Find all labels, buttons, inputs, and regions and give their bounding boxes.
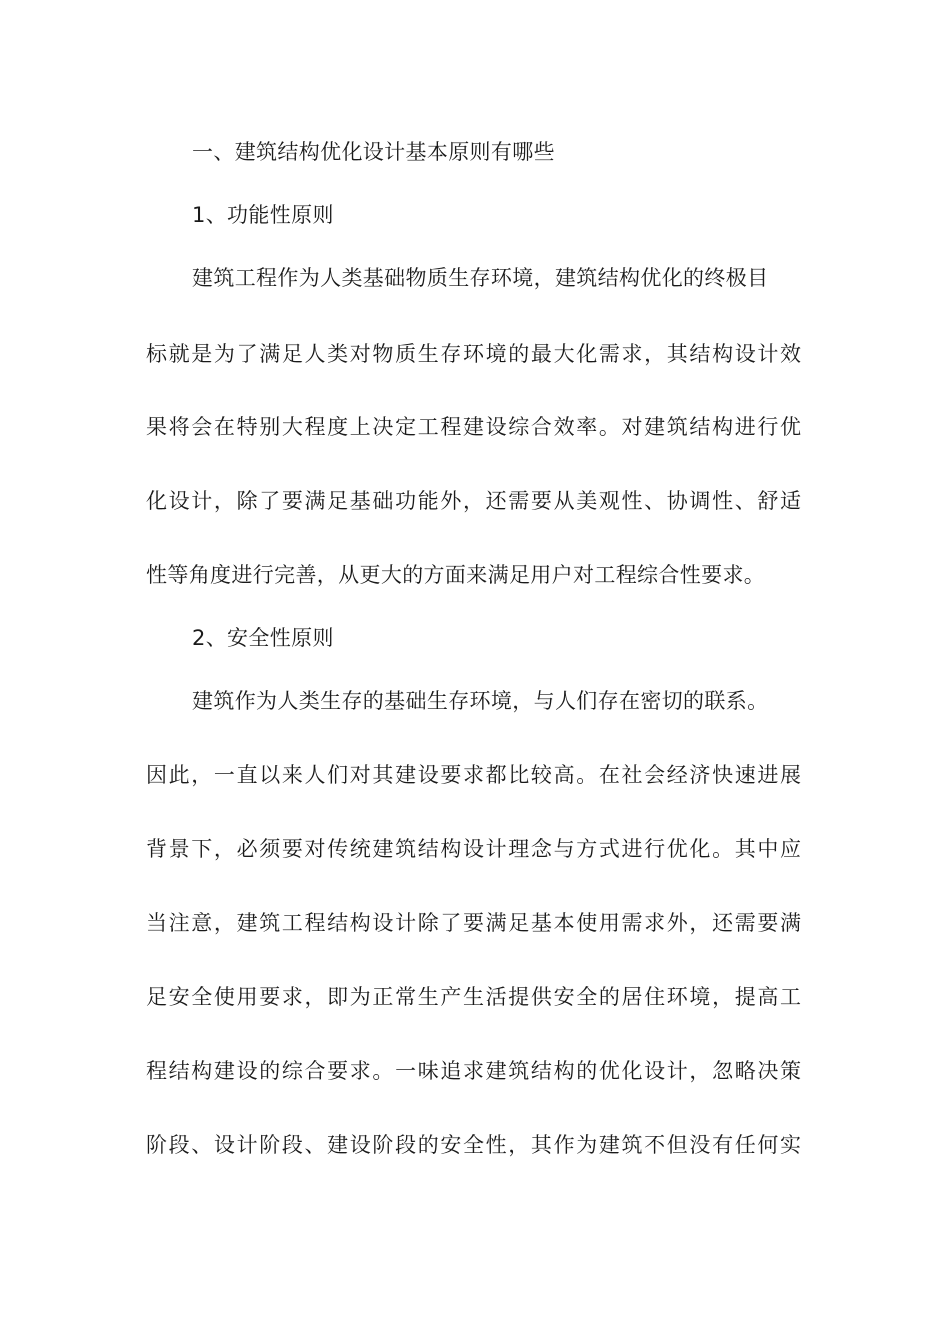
paragraph-line: 背景下，必须要对传统建筑结构设计理念与方式进行优化。其中应 <box>146 837 801 861</box>
section-heading-functional: 1、功能性原则 <box>192 203 334 227</box>
section-heading-safety: 2、安全性原则 <box>192 626 334 650</box>
paragraph-line: 建筑工程作为人类基础物质生存环境，建筑结构优化的终极目 <box>192 266 769 290</box>
paragraph-line: 标就是为了满足人类对物质生存环境的最大化需求，其结构设计效 <box>146 342 801 366</box>
paragraph-line: 性等角度进行完善，从更大的方面来满足用户对工程综合性要求。 <box>146 563 766 587</box>
paragraph-line: 化设计，除了要满足基础功能外，还需要从美观性、协调性、舒适 <box>146 489 801 513</box>
paragraph-line: 因此，一直以来人们对其建设要求都比较高。在社会经济快速进展 <box>146 763 801 787</box>
paragraph-line: 当注意，建筑工程结构设计除了要满足基本使用需求外，还需要满 <box>146 911 801 935</box>
paragraph-line: 足安全使用要求，即为正常生产生活提供安全的居住环境，提高工 <box>146 985 801 1009</box>
paragraph-line: 程结构建设的综合要求。一味追求建筑结构的优化设计，忽略决策 <box>146 1059 801 1083</box>
paragraph-line: 阶段、设计阶段、建设阶段的安全性，其作为建筑不但没有任何实 <box>146 1133 801 1157</box>
paragraph-line: 果将会在特别大程度上决定工程建设综合效率。对建筑结构进行优 <box>146 415 801 439</box>
main-heading: 一、建筑结构优化设计基本原则有哪些 <box>192 140 555 164</box>
paragraph-line: 建筑作为人类生存的基础生存环境，与人们存在密切的联系。 <box>192 689 769 713</box>
